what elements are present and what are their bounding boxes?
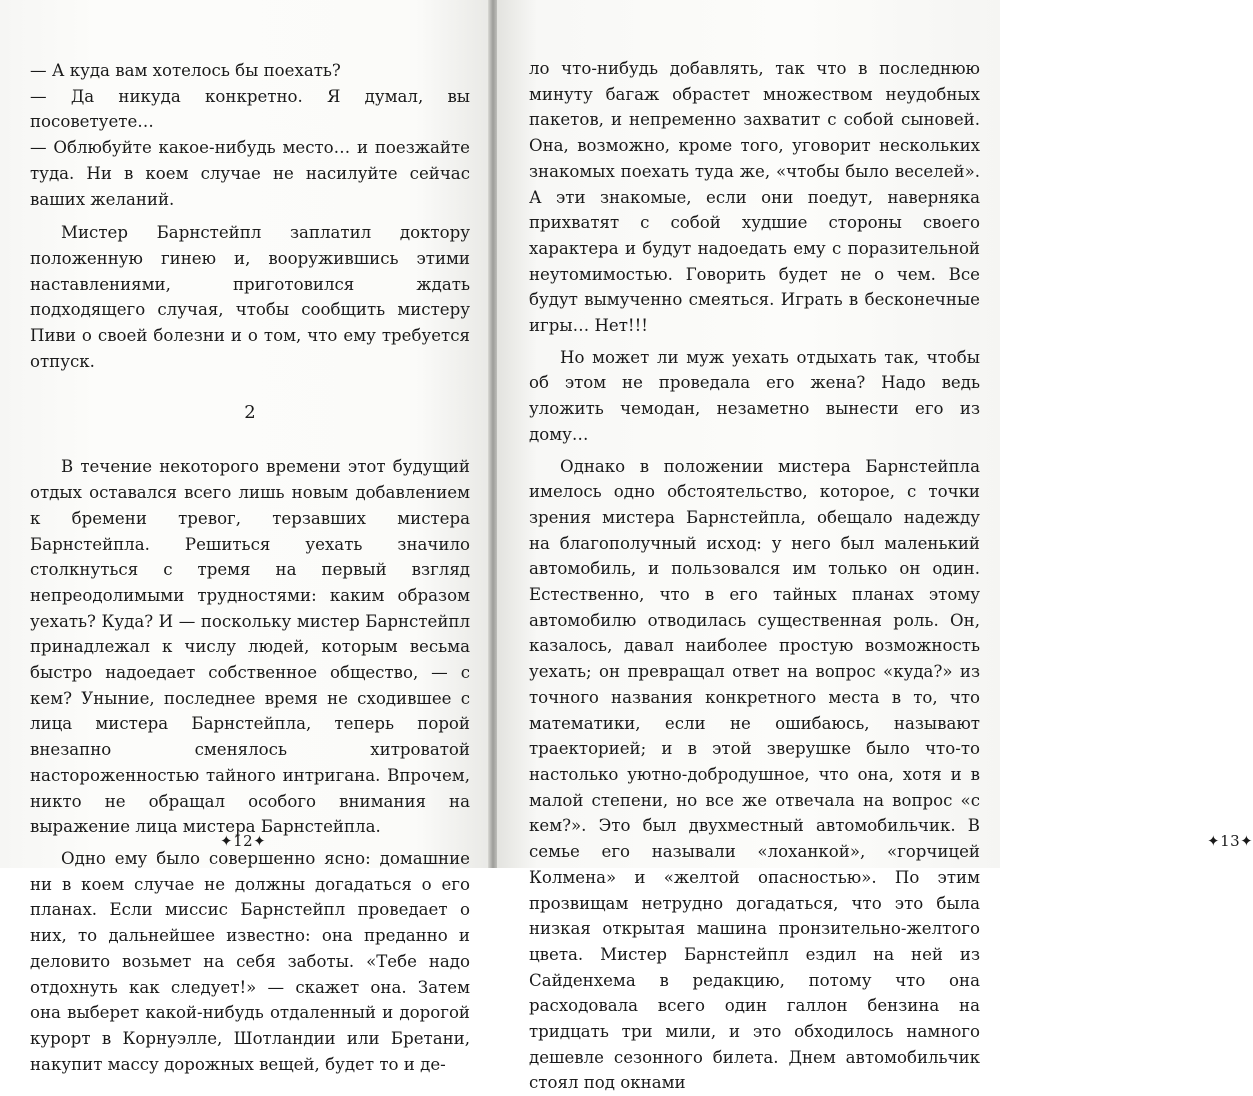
left-page [0,0,490,1074]
folio-ornament: ✦ [1207,832,1221,850]
right-page [497,0,1253,1093]
chapter-number: 2 [244,402,256,424]
folio-ornament: ✦ [253,832,267,850]
dialogue-line: — Да никуда конкретно. Я думал, вы посоветуете… [30,86,470,132]
folio-ornament: ✦ [220,832,234,850]
paragraph: Одно ему было совершенно ясно: домашние ни в коем случае не должны догадаться о его планах. Если миссис Барнстейпл проведает о них, то дальнейшее известно: она преданно и деловито возьмет на себя заботы. «Тебе надо отдохнуть как следует!» — скажет она. Затем она выберет какой-нибудь отдаленный и дорогой курорт в Корнуэлле, Шотландии или Бретани, накупит массу дорожных вещей, будет то и де- [30,848,470,1074]
dialogue-line: — А куда вам хотелось бы поехать? [30,61,341,80]
page-number-left: ✦12✦ [220,832,267,850]
folio-ornament: ✦ [1240,832,1253,850]
paragraph: ло что-нибудь добавлять, так что в последнюю минуту багаж обрастет множеством неудобных пакетов, и непременно захватит с собой сыновей. Она, возможно, кроме того, уговорит нескольких знакомых поехать туда же, «чтобы было веселей». А эти знакомые, если они поедут, наверняка прихватят с собой худшие стороны своего характера и будут надоедать ему с поразительной неутомимостью. Говорить будет не о чем. Все будут вымученно смеяться. Играть в бесконечные игры… Нет!!! [529,59,980,336]
dialogue-line: — Облюбуйте какое-нибудь место… и поезжайте туда. Ни в коем случае не насилуйте сейчас ваших желаний. [30,138,470,209]
paragraph: Однако в положении мистера Барнстейпла имелось одно обстоятельство, которое, с точки зрения мистера Барнстейпла, обещало надежду на благополучный исход: у него был маленький автомобиль, и пользовался им только он один. Естественно, что в его тайных планах этому автомобилю отводилась существенная роль. Он, казалось, давал наиболее простую возможность уехать; он превращал ответ на вопрос «куда?» из точного названия конкретного места в то, что математики, если не ошибаюсь, называют траекторией; и в этой зверушке было что-то настолько уютно-добродушное, что она, хотя и в малой степени, но все же отвечала на вопрос «с кем?». Это был двухместный автомобильчик. В семье его называли «лоханкой», «горчицей Колмена» и «желтой опасностью». По этим прозвищам нетрудно догадаться, что это была низкая открытая машина пронзительно-желтого цвета. Мистер Барнстейпл ездил на ней из Сайденхема в редакцию, потому что она расходовала всего один галлон бензина на тридцать три мили, и это обходилось намного дешевле сезонного билета. Днем автомобильчик стоял под окнами [529,456,980,1093]
page-number-right: ✦13✦ [1207,832,1253,850]
paragraph: Но может ли муж уехать отдыхать так, чтобы об этом не проведала его жена? Надо ведь уложить чемодан, незаметно вынести его из дому… [529,347,980,444]
paragraph: В течение некоторого времени этот будущий отдых оставался всего лишь новым добавлением к бремени тревог, терзавших мистера Барнстейпла. Решиться уехать значило столкнуться с тремя на первый взгляд непреодолимыми трудностями: каким образом уехать? Куда? И — поскольку мистер Барнстейпл принадлежал к числу людей, которым весьма быстро надоедает собственное общество, — с кем? Уныние, последнее время не сходившее с лица мистера Барнстейпла, теперь порой внезапно сменялось хитроватой настороженностью тайного интригана. Впрочем, никто не обращал особого внимания на выражение лица мистера Барнстейпла. [30,457,470,837]
paragraph: Мистер Барнстейпл заплатил доктору положенную гинею и, вооружившись этими наставлениями, приготовился ждать подходящего случая, чтобы сообщить мистеру Пиви о своей болезни и о том, что ему требуется отпуск. [30,223,470,371]
